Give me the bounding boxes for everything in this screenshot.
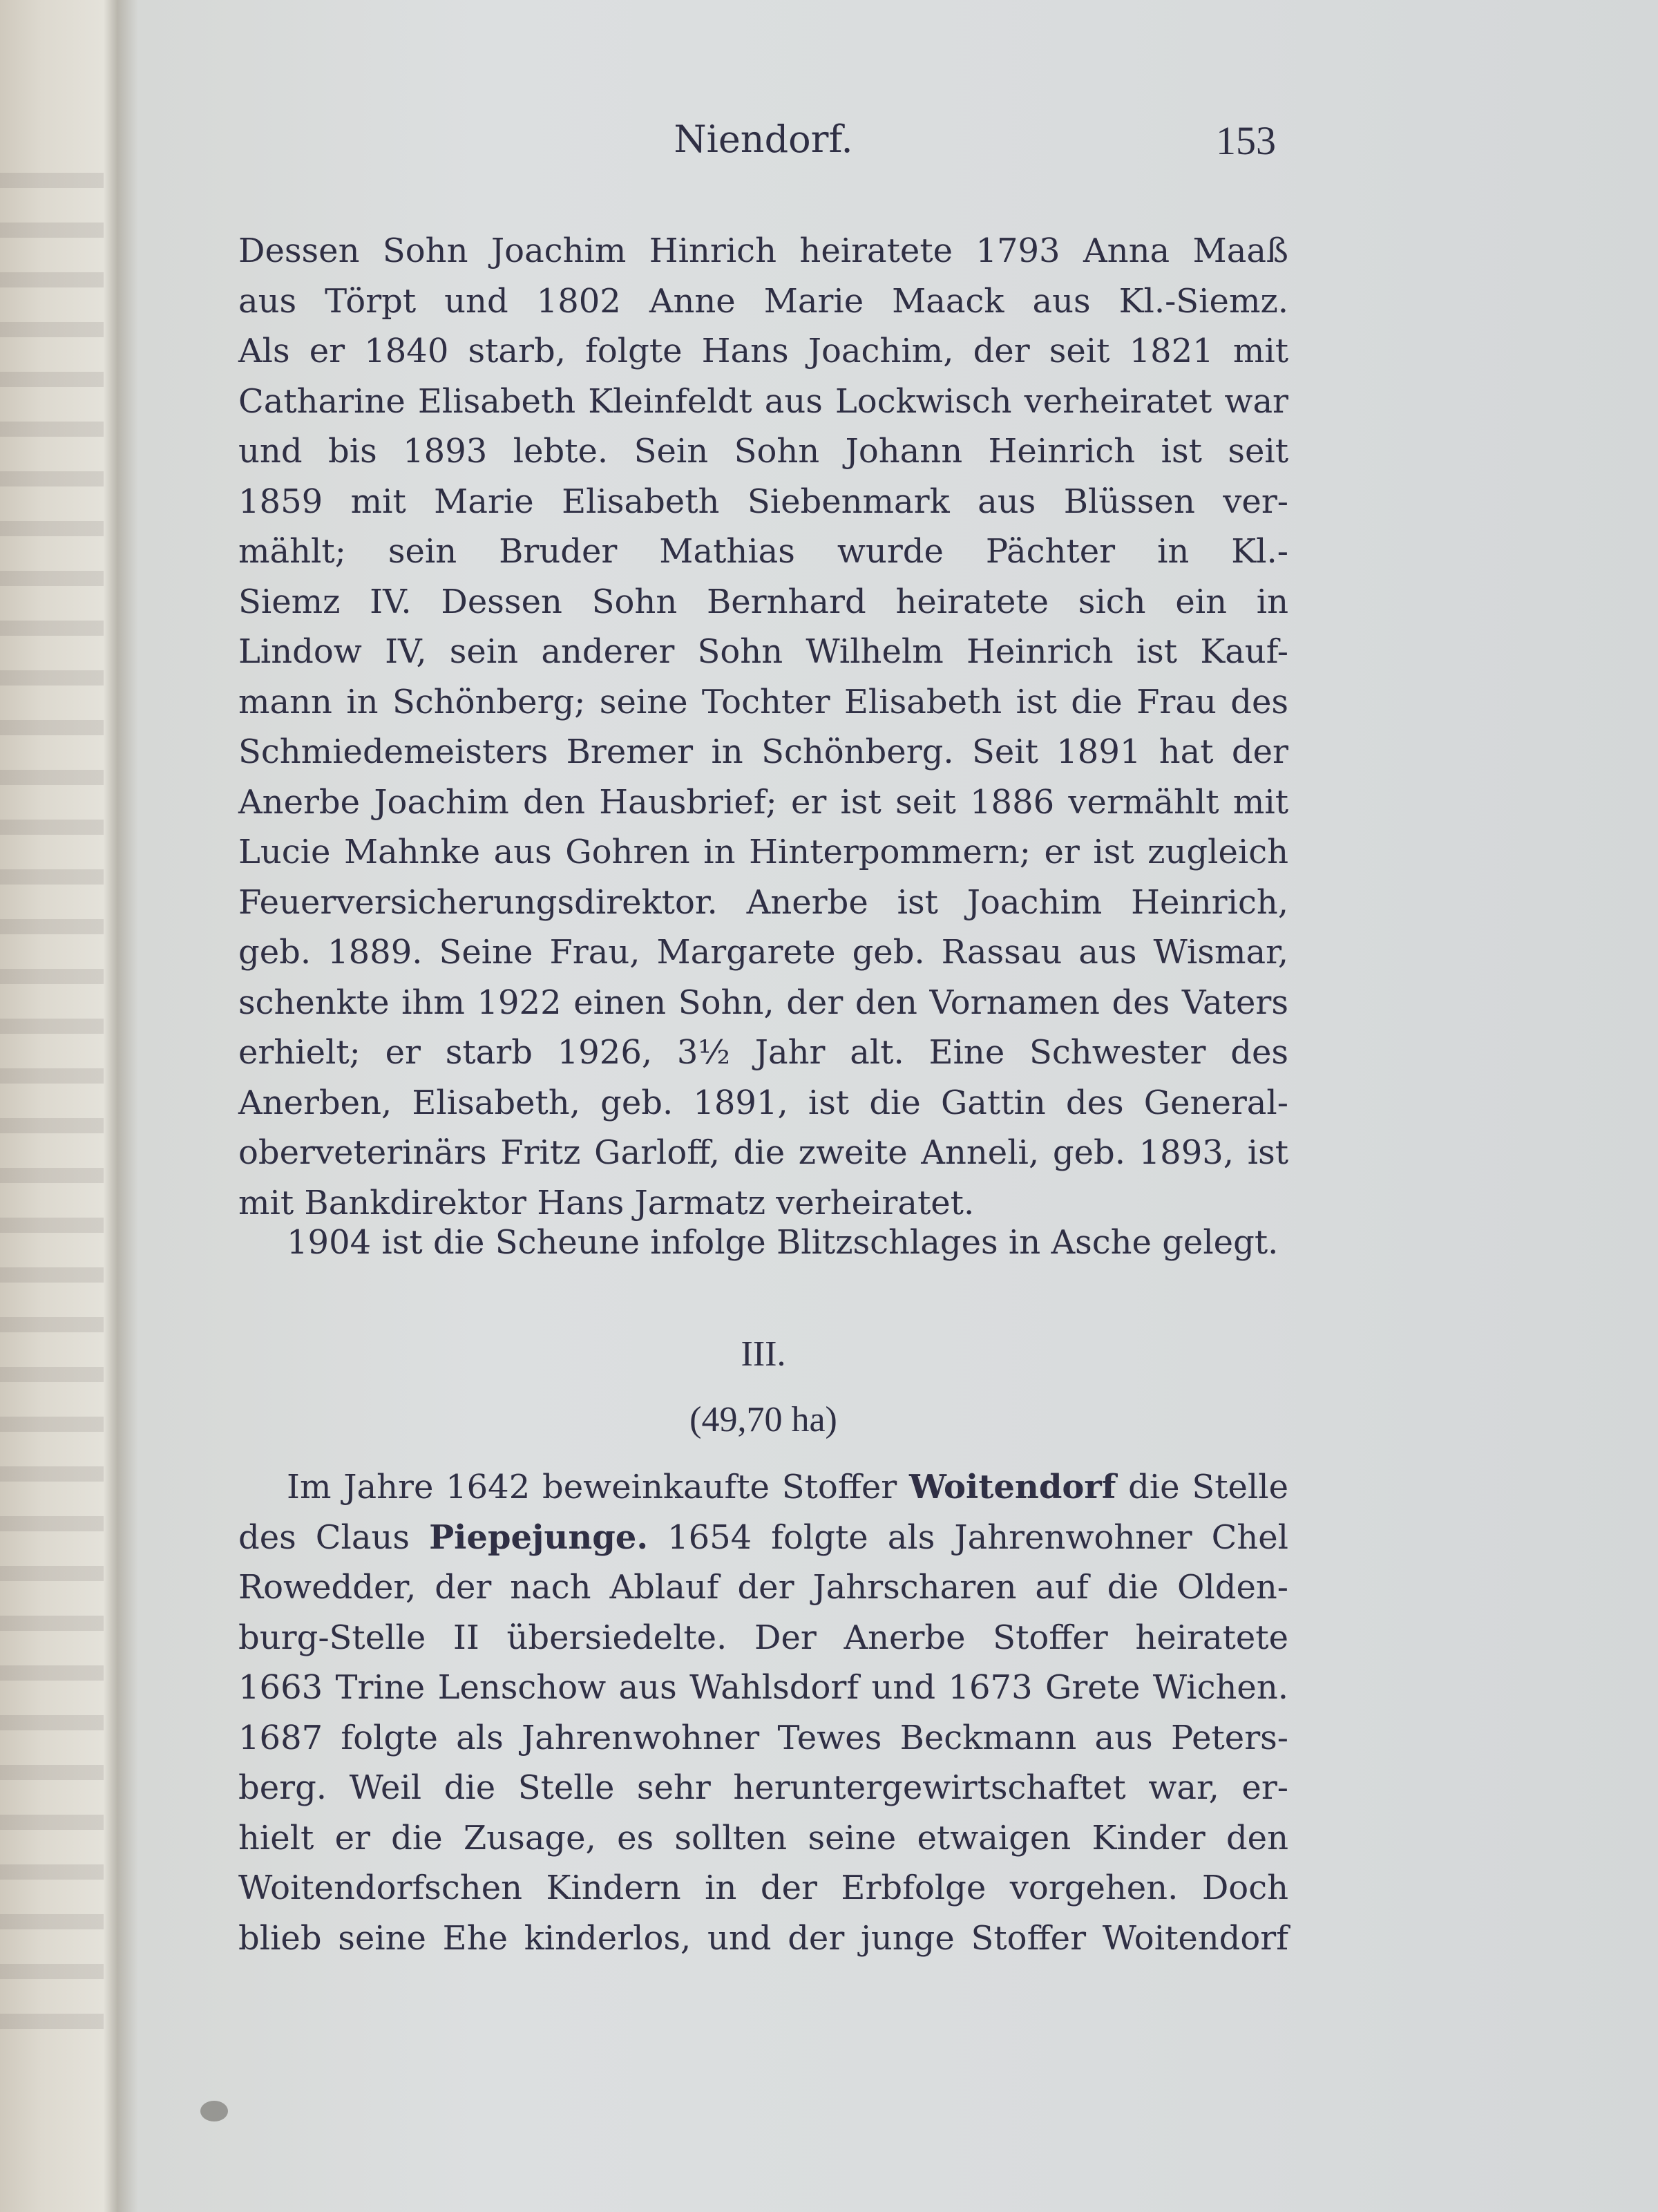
text-segment: erhielt; er starb 1926, 3½ Jahr alt. Eine Schwester des	[238, 1033, 1288, 1072]
text-segment: Rowedder, der nach Ablauf der Jahrscharen auf die Olden-	[238, 1568, 1288, 1607]
text-line	[238, 927, 1288, 978]
text-segment: Lucie Mahnke aus Gohren in Hinterpommern; er ist zugleich	[238, 833, 1288, 871]
text-segment: hielt er die Zusage, es sollten seine etwaigen Kinder den	[238, 1818, 1288, 1857]
paragraph-niendorf-ii	[238, 226, 1288, 1228]
text-segment: Anerbe Joachim den Hausbrief; er ist seit 1886 vermählt mit	[238, 782, 1288, 822]
text-line	[238, 1462, 1288, 1513]
text-line	[238, 978, 1288, 1028]
text-line	[238, 1863, 1288, 1913]
text-segment: die Stelle	[1116, 1468, 1288, 1506]
text-segment: aus Törpt und 1802 Anne Marie Maack aus Kl.-Siemz.	[238, 281, 1288, 321]
text-segment: Im Jahre 1642 beweinkaufte Stoffer	[287, 1468, 909, 1506]
text-segment: geb. 1889. Seine Frau, Margarete geb. Rassau aus Wismar,	[238, 933, 1288, 972]
text-segment: und bis 1893 lebte. Sein Sohn Johann Heinrich ist seit	[238, 432, 1288, 471]
text-line	[238, 226, 1288, 276]
text-segment: Dessen Sohn Joachim Hinrich heiratete 1793 Anna Maaß	[238, 231, 1288, 270]
text-segment: schenkte ihm 1922 einen Sohn, der den Vornamen des Vaters	[238, 983, 1288, 1022]
text-segment: Schmiedemeisters Bremer in Schönberg. Seit 1891 hat der	[238, 732, 1288, 771]
text-segment: mit Bankdirektor Hans Jarmatz verheiratet.	[238, 1183, 975, 1222]
text-line	[238, 1218, 1288, 1268]
text-segment: mann in Schönberg; seine Tochter Elisabeth ist die Frau des	[238, 682, 1288, 721]
text-segment: oberveterinärs Fritz Garloff, die zweite Anneli, geb. 1893, ist	[238, 1133, 1288, 1172]
text-line	[238, 377, 1288, 427]
text-segment: 1904 ist die Scheune infolge Blitzschlages in Asche gelegt.	[287, 1223, 1279, 1262]
text-line	[238, 1913, 1288, 1964]
text-segment: blieb seine Ehe kinderlos, und der junge Stoffer Woitendorf	[238, 1918, 1288, 1958]
text-line	[238, 1028, 1288, 1078]
text-segment: 1654 folgte als Jahrenwohner Chel	[648, 1518, 1288, 1557]
running-header	[238, 117, 1288, 166]
text-line	[238, 276, 1288, 327]
text-line	[238, 878, 1288, 928]
text-line	[238, 577, 1288, 627]
text-line	[238, 1713, 1288, 1764]
section-area: (49,70 ha)	[689, 1400, 837, 1439]
text-line	[238, 627, 1288, 677]
text-segment: 1859 mit Marie Elisabeth Siebenmark aus Blüssen ver-	[238, 482, 1288, 521]
text-line	[238, 1813, 1288, 1864]
text-line	[238, 1078, 1288, 1128]
text-line	[238, 1613, 1288, 1663]
text-segment: Catharine Elisabeth Kleinfeldt aus Lockwisch verheiratet war	[238, 381, 1288, 421]
text-segment: Anerben, Elisabeth, geb. 1891, ist die Gattin des General-	[238, 1083, 1288, 1122]
text-segment: Woitendorfschen Kindern in der Erbfolge vorgehen. Doch	[238, 1869, 1288, 1907]
text-line	[238, 527, 1288, 577]
text-line	[238, 1763, 1288, 1813]
paragraph-stelle-iii	[238, 1462, 1288, 1963]
text-segment: 1687 folgte als Jahrenwohner Tewes Beckmann aus Peters-	[238, 1718, 1288, 1757]
text-segment: Siemz IV. Dessen Sohn Bernhard heiratete sich ein in	[238, 582, 1288, 621]
text-line	[238, 727, 1288, 777]
section-heading: III.	[741, 1334, 786, 1374]
text-segment: berg. Weil die Stelle sehr heruntergewirtschaftet war, er-	[238, 1768, 1288, 1807]
paragraph-fire-1904	[238, 1218, 1288, 1268]
text-segment: mählt; sein Bruder Mathias wurde Pächter in Kl.-	[238, 532, 1288, 571]
ink-smudge	[200, 2101, 228, 2121]
facing-page-edge	[0, 173, 104, 2039]
text-segment: Lindow IV, sein anderer Sohn Wilhelm Heinrich ist Kauf-	[238, 632, 1288, 671]
text-segment: 1663 Trine Lenschow aus Wahlsdorf und 1673 Grete Wichen.	[238, 1668, 1288, 1707]
running-title: Niendorf.	[674, 117, 853, 161]
text-line	[238, 777, 1288, 828]
text-line	[238, 1513, 1288, 1563]
text-line	[238, 426, 1288, 477]
text-segment: burg-Stelle II übersiedelte. Der Anerbe Stoffer heiratete	[238, 1618, 1288, 1657]
text-segment: Als er 1840 starb, folgte Hans Joachim, der seit 1821 mit	[238, 332, 1288, 370]
page-number: 153	[1216, 118, 1276, 163]
text-segment: Feuerversicherungsdirektor. Anerbe ist Joachim Heinrich,	[238, 882, 1288, 922]
text-line	[238, 1663, 1288, 1713]
text-line	[238, 677, 1288, 728]
text-line	[238, 1562, 1288, 1613]
bold-name: Woitendorf	[908, 1468, 1116, 1506]
text-line	[238, 1128, 1288, 1178]
text-segment: des Claus	[238, 1518, 430, 1557]
bold-name: Piepejunge.	[429, 1518, 649, 1557]
text-line	[238, 827, 1288, 878]
text-line	[238, 477, 1288, 527]
text-line	[238, 326, 1288, 377]
